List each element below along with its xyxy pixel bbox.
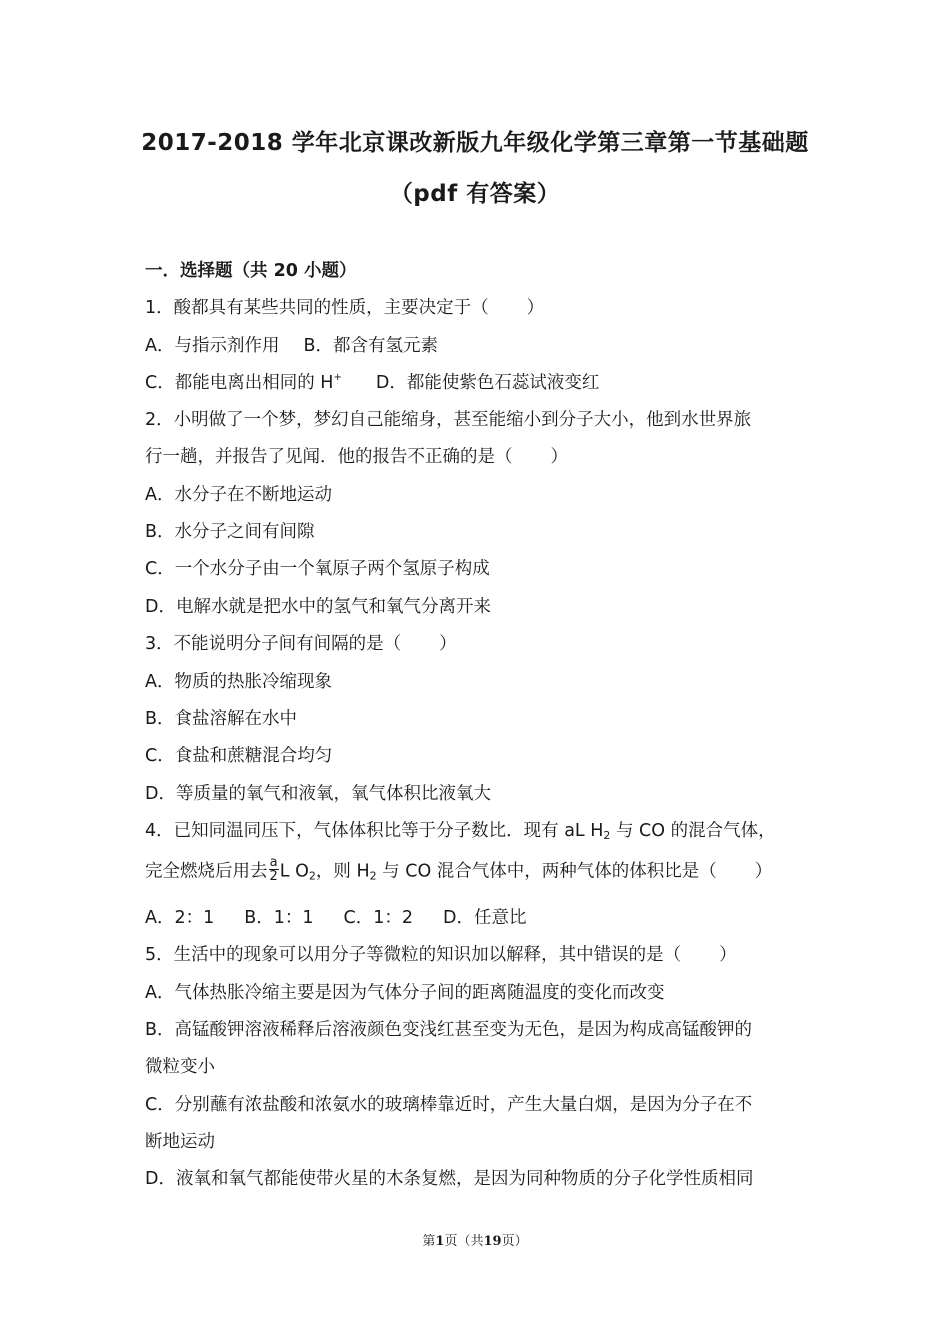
question-5-option-d: D．液氧和氧气都能使带火星的木条复燃，是因为同种物质的分子化学性质相同 xyxy=(145,1169,754,1189)
question-2-option-d: D．电解水就是把水中的氢气和氧气分离开来 xyxy=(145,597,491,617)
question-3-option-d: D．等质量的氧气和液氧，氧气体积比液氧大 xyxy=(145,784,491,804)
document-title-line-1: 2017-2018 学年北京课改新版九年级化学第三章第一节基础题 xyxy=(141,130,809,156)
question-5-option-a: A．气体热胀冷缩主要是因为气体分子间的距离随温度的变化而改变 xyxy=(145,983,665,1003)
question-3-option-b: B．食盐溶解在水中 xyxy=(145,709,298,729)
question-5-option-c-line-2: 断地运动 xyxy=(145,1132,215,1152)
question-2-stem-line-2: 行一趟，并报告了见闻．他的报告不正确的是（ ） xyxy=(145,447,568,467)
option-a: A．2：1 xyxy=(145,908,215,928)
section-heading: 一．选择题（共 20 小题） xyxy=(145,261,357,281)
question-4-options xyxy=(145,906,825,930)
option-b: B．都含有氢元素 xyxy=(303,336,438,356)
option-d: D．都能使紫色石蕊试液变红 xyxy=(375,373,600,393)
option-c: C．都能电离出相同的 H+ xyxy=(145,372,342,393)
question-5-stem: 5．生活中的现象可以用分子等微粒的知识加以解释，其中错误的是（ ） xyxy=(145,945,737,965)
option-d: D．任意比 xyxy=(443,908,527,928)
option-a: A．与指示剂作用 xyxy=(145,336,280,356)
question-3-option-a: A．物质的热胀冷缩现象 xyxy=(145,672,332,692)
question-5-option-c-line-1: C．分别蘸有浓盐酸和浓氨水的玻璃棒靠近时，产生大量白烟，是因为分子在不 xyxy=(145,1095,753,1115)
question-1-options-cd xyxy=(145,371,825,395)
fraction-a-over-2: $\frac{a}{2}$ xyxy=(269,855,278,884)
question-5-option-b-line-2: 微粒变小 xyxy=(145,1057,215,1077)
question-2-option-b: B．水分子之间有间隙 xyxy=(145,522,315,542)
document-title-line-2: （pdf 有答案） xyxy=(389,181,561,207)
question-4-stem-line-1: 4．已知同温同压下，气体体积比等于分子数比．现有 aL $H_2$ 与 CO 的混合气体， xyxy=(145,821,776,842)
question-1-stem: 1．酸都具有某些共同的性质，主要决定于（ ） xyxy=(145,298,545,318)
question-2-stem-line-1: 2．小明做了一个梦，梦幻自己能缩身，甚至能缩小到分子大小，他到水世界旅 xyxy=(145,410,752,430)
question-2-option-a: A．水分子在不断地运动 xyxy=(145,485,332,505)
question-3-stem: 3．不能说明分子间有间隔的是（ ） xyxy=(145,634,457,654)
option-c: C．1：2 xyxy=(343,908,414,928)
page-footer: 第1页（共19页） xyxy=(422,1234,528,1249)
question-2-option-c: C．一个水分子由一个氧原子两个氢原子构成 xyxy=(145,559,490,579)
question-1-options-ab xyxy=(145,334,825,358)
question-4-stem-line-2: 完全燃烧后用去 $\frac{a}{2}$ L $O_2$，则 $H_2$ 与 CO 混合气体中，两种气体的体积比是（ ） xyxy=(145,855,773,884)
question-5-option-b-line-1: B．高锰酸钾溶液稀释后溶液颜色变浅红甚至变为无色，是因为构成高锰酸钾的 xyxy=(145,1020,753,1040)
option-b: B．1：1 xyxy=(244,908,314,928)
question-3-option-c: C．食盐和蔗糖混合均匀 xyxy=(145,746,333,766)
